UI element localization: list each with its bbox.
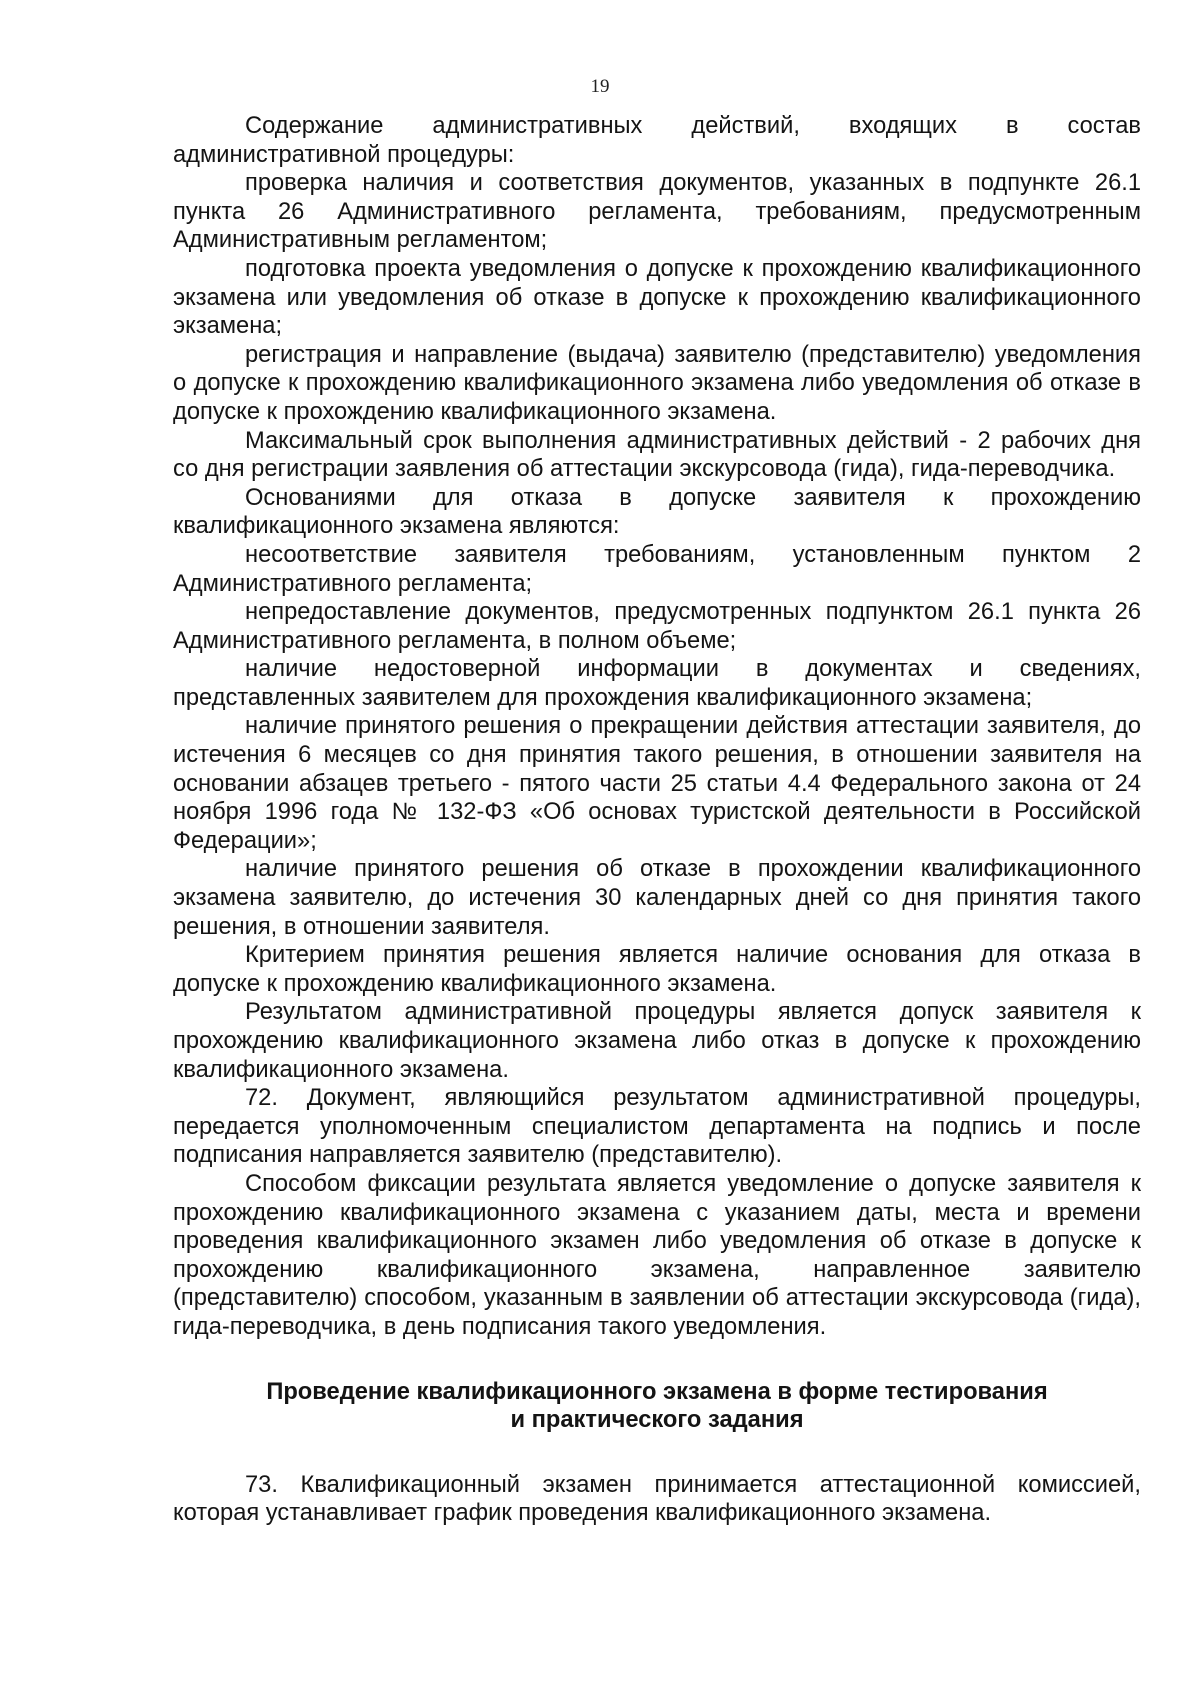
paragraph: Способом фиксации результата является уведомление о допуске заявителя к прохождению квалификационного экзамена с указанием даты, места и времени проведения квалификационного экзамен либо уведомления об отказе в допуске к прохождению квалификационного экзамена, направленное заявителю (представителю) способом, указанным в заявлении об аттестации экскурсовода (гида), гида-переводчика, в день подписания такого уведомления. [173, 1170, 1141, 1340]
document-body [173, 112, 1141, 1528]
paragraph: несоответствие заявителя требованиям, установленным пунктом 2 Административного регламента; [173, 541, 1141, 597]
section-heading-line: Проведение квалификационного экзамена в форме тестирования [266, 1378, 1048, 1405]
paragraph: Результатом административной процедуры является допуск заявителя к прохождению квалификационного экзамена либо отказ в допуске к прохождению квалификационного экзамена. [173, 999, 1141, 1083]
section-heading-line: и практического задания [510, 1407, 804, 1434]
paragraph: Содержание административных действий, входящих в состав административной процедуры: [173, 113, 1141, 168]
section-heading [173, 1378, 1141, 1435]
paragraph: 73. Квалификационный экзамен принимается аттестационной комиссией, которая устанавливает график проведения квалификационного экзамена. [173, 1471, 1141, 1527]
paragraph: Критерием принятия решения является наличие основания для отказа в допуске к прохождению квалификационного экзамена. [173, 942, 1141, 997]
paragraph: непредоставление документов, предусмотренных подпунктом 26.1 пункта 26 Административного регламента, в полном объеме; [173, 599, 1141, 654]
paragraph: наличие принятого решения об отказе в прохождении квалификационного экзамена заявителю, до истечения 30 календарных дней со дня принятия такого решения, в отношении заявителя. [173, 856, 1141, 940]
paragraph: проверка наличия и соответствия документов, указанных в подпункте 26.1 пункта 26 Административного регламента, требованиям, предусмотренным Административным регламентом; [173, 170, 1141, 254]
paragraph: Максимальный срок выполнения административных действий - 2 рабочих дня со дня регистрации заявления об аттестации экскурсовода (гида), гида-переводчика. [173, 427, 1141, 483]
paragraph: подготовка проекта уведомления о допуске к прохождению квалификационного экзамена или уведомления об отказе в допуске к прохождению квалификационного экзамена; [173, 255, 1141, 340]
paragraph: регистрация и направление (выдача) заявителю (представителю) уведомления о допуске к прохождению квалификационного экзамена либо уведомления об отказе в допуске к прохождению квалификационного экзамена. [173, 341, 1141, 425]
paragraph: наличие принятого решения о прекращении действия аттестации заявителя, до истечения 6 месяцев со дня принятия такого решения, в отношении заявителя на основании абзацев третьего - пятого части 25 статьи 4.4 Федерального закона от 24 ноября 1996 года № 132-ФЗ «Об основах туристской деятельности в Российской Федерации»; [173, 713, 1141, 854]
paragraph: 72. Документ, являющийся результатом административной процедуры, передается уполномоченным специалистом департамента на подпись и после подписания направляется заявителю (представителю). [173, 1085, 1141, 1169]
paragraph: Основаниями для отказа в допуске заявителя к прохождению квалификационного экзамена являются: [173, 484, 1141, 540]
paragraph: наличие недостоверной информации в документах и сведениях, представленных заявителем для прохождения квалификационного экзамена; [173, 656, 1141, 711]
page-number: 19 [590, 76, 610, 97]
